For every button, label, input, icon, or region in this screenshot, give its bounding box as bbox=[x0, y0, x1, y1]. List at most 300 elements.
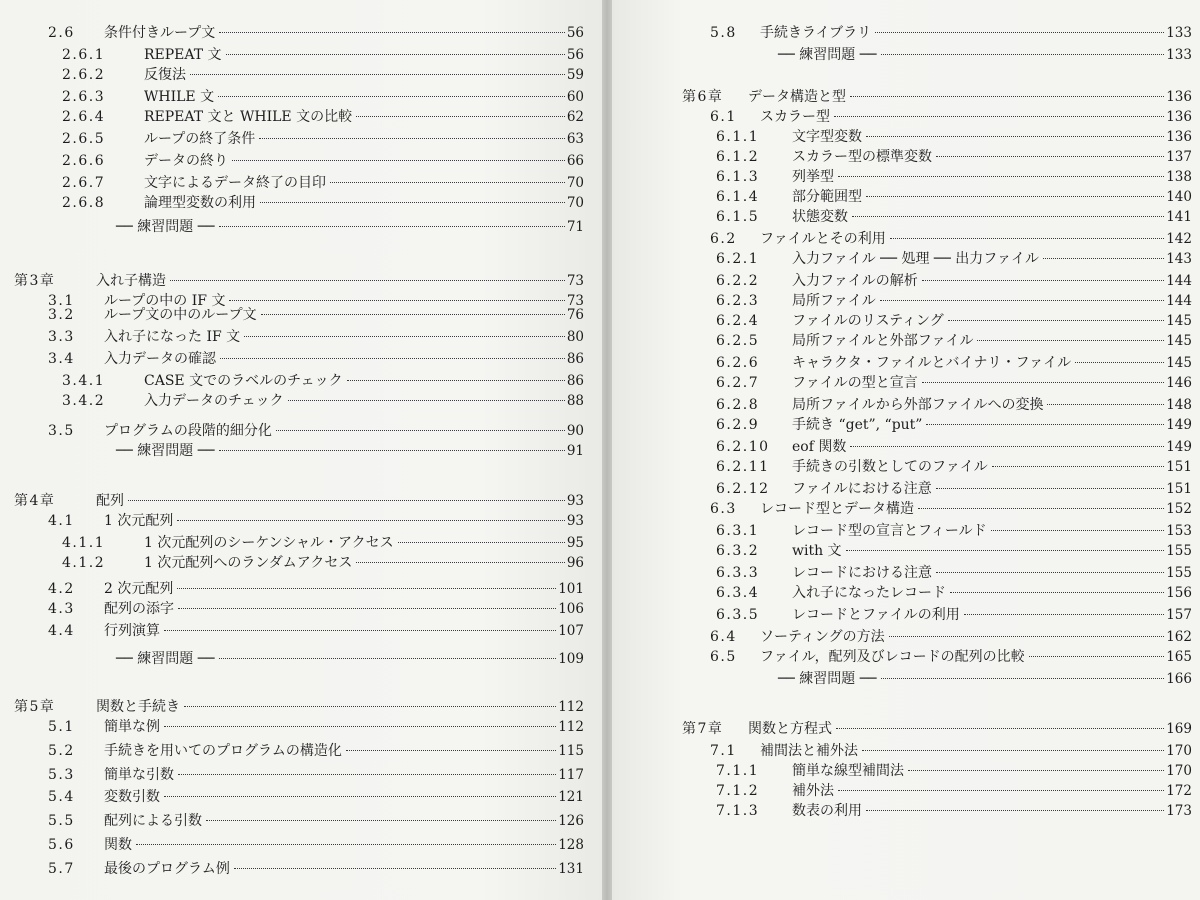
page-number: 170 bbox=[1166, 743, 1192, 759]
page-number: 162 bbox=[1166, 629, 1192, 645]
dot-leader bbox=[890, 238, 1164, 239]
section-title: 文字によるデータ終了の目印 bbox=[144, 175, 326, 191]
dot-leader bbox=[346, 750, 556, 751]
section-title: 手続きライブラリ bbox=[760, 25, 872, 41]
section-number: 6.1 bbox=[710, 109, 737, 125]
section-title: REPEAT 文と WHILE 文の比較 bbox=[144, 109, 353, 125]
toc-entry bbox=[62, 392, 584, 410]
page-number: 152 bbox=[1166, 501, 1192, 517]
page-number: 145 bbox=[1166, 333, 1192, 349]
section-title: 入れ子になったレコード bbox=[792, 585, 946, 601]
section-title: 手続きの引数としてのファイル bbox=[792, 459, 988, 475]
toc-entry bbox=[716, 438, 1192, 456]
section-title: データの終り bbox=[144, 153, 228, 169]
section-number: 6.3 bbox=[710, 501, 737, 517]
section-number: 6.5 bbox=[710, 649, 737, 665]
section-title: 関数と方程式 bbox=[748, 721, 832, 737]
dot-leader bbox=[846, 550, 1165, 551]
toc-entry bbox=[62, 372, 584, 390]
toc-entry bbox=[116, 442, 584, 460]
section-number: 5.7 bbox=[48, 861, 75, 877]
page-number: 144 bbox=[1166, 293, 1192, 309]
page-number: 149 bbox=[1166, 439, 1192, 455]
page-number: 128 bbox=[558, 837, 584, 853]
page-number: 145 bbox=[1166, 355, 1192, 371]
toc-entry bbox=[716, 250, 1192, 268]
page-number: 70 bbox=[566, 175, 584, 191]
toc-entry bbox=[716, 332, 1192, 350]
page-number: 155 bbox=[1166, 565, 1192, 581]
toc-entry bbox=[710, 24, 1192, 42]
section-number: 2.6.4 bbox=[62, 109, 106, 125]
dot-leader bbox=[838, 790, 1164, 791]
page-number: 133 bbox=[1166, 25, 1192, 41]
page-number: 142 bbox=[1166, 231, 1192, 247]
page-number: 86 bbox=[566, 351, 584, 367]
section-title: 状態変数 bbox=[792, 209, 848, 225]
section-number: 6.3.1 bbox=[716, 523, 760, 539]
page-number: 155 bbox=[1166, 543, 1192, 559]
dot-leader bbox=[347, 380, 565, 381]
section-number: 3.3 bbox=[48, 329, 75, 345]
page-number: 66 bbox=[566, 153, 584, 169]
section-number: 第3章 bbox=[14, 273, 56, 289]
dot-leader bbox=[1047, 404, 1164, 405]
dot-leader bbox=[866, 136, 1164, 137]
section-title: 補外法 bbox=[792, 783, 834, 799]
section-title: eof 関数 bbox=[792, 439, 847, 455]
dot-leader bbox=[136, 844, 556, 845]
toc-entry bbox=[62, 46, 584, 64]
page-number: 133 bbox=[1166, 47, 1192, 63]
toc-entry bbox=[716, 168, 1192, 186]
section-number: 第4章 bbox=[14, 493, 56, 509]
toc-entry bbox=[48, 600, 584, 618]
page-number: 173 bbox=[1166, 803, 1192, 819]
section-number: 6.3.5 bbox=[716, 607, 760, 623]
page-number: 172 bbox=[1166, 783, 1192, 799]
section-number: 6.2.10 bbox=[716, 439, 770, 455]
page-number: 107 bbox=[558, 623, 584, 639]
section-number: 2.6.5 bbox=[62, 131, 106, 147]
dot-leader bbox=[852, 216, 1164, 217]
toc-entry bbox=[62, 66, 584, 84]
section-title: 配列による引数 bbox=[104, 813, 202, 829]
dot-leader bbox=[218, 96, 565, 97]
dot-leader bbox=[977, 340, 1164, 341]
dot-leader bbox=[950, 592, 1164, 593]
toc-entry bbox=[710, 648, 1192, 666]
section-title: スカラー型 bbox=[760, 109, 830, 125]
section-title: レコードとファイルの利用 bbox=[792, 607, 960, 623]
section-title: 1 次元配列のシーケンシャル・アクセス bbox=[144, 535, 394, 551]
toc-entry bbox=[62, 174, 584, 192]
toc-entry bbox=[716, 606, 1192, 624]
dot-leader bbox=[219, 32, 565, 33]
page-number: 86 bbox=[566, 373, 584, 389]
page-number: 80 bbox=[566, 329, 584, 345]
page-number: 101 bbox=[558, 581, 584, 597]
section-title: ループの中の IF 文 bbox=[104, 293, 226, 309]
section-title: 局所ファイルから外部ファイルへの変換 bbox=[792, 397, 1044, 413]
section-title: 入力データのチェック bbox=[144, 393, 284, 409]
section-title: 最後のプログラム例 bbox=[104, 861, 230, 877]
section-title: 入力データの確認 bbox=[104, 351, 216, 367]
toc-entry bbox=[682, 88, 1192, 106]
dot-leader bbox=[164, 726, 556, 727]
toc-entry bbox=[48, 580, 584, 598]
page-number: 93 bbox=[566, 493, 584, 509]
toc-entry bbox=[716, 312, 1192, 330]
section-number: 3.2 bbox=[48, 307, 75, 323]
section-number: 2.6.3 bbox=[62, 89, 106, 105]
section-title: 入れ子になった IF 文 bbox=[104, 329, 241, 345]
page-number: 56 bbox=[566, 25, 584, 41]
section-number: 4.1 bbox=[48, 513, 75, 529]
toc-entry bbox=[716, 542, 1192, 560]
section-number: 6.4 bbox=[710, 629, 737, 645]
dot-leader bbox=[862, 750, 1164, 751]
toc-entry bbox=[682, 720, 1192, 738]
page-number: 153 bbox=[1166, 523, 1192, 539]
section-title: 補間法と補外法 bbox=[760, 743, 858, 759]
page-number: 73 bbox=[566, 273, 584, 289]
page-number: 96 bbox=[566, 555, 584, 571]
page-number: 157 bbox=[1166, 607, 1192, 623]
section-number: 2.6 bbox=[48, 25, 75, 41]
section-title: WHILE 文 bbox=[144, 89, 215, 105]
page-number: 117 bbox=[558, 767, 584, 783]
toc-entry bbox=[62, 108, 584, 126]
section-number: 2.6.1 bbox=[62, 47, 106, 63]
dot-leader bbox=[226, 54, 565, 55]
dot-leader bbox=[220, 358, 565, 359]
section-number: 3.4.1 bbox=[62, 373, 106, 389]
page-number: 109 bbox=[558, 651, 584, 667]
section-number: 6.2.3 bbox=[716, 293, 760, 309]
section-number: 6.2.7 bbox=[716, 375, 760, 391]
toc-entry bbox=[710, 500, 1192, 518]
section-title: 1 次元配列へのランダムアクセス bbox=[144, 555, 353, 571]
section-title: 条件付きループ文 bbox=[104, 25, 216, 41]
section-title: ファイルとその利用 bbox=[760, 231, 886, 247]
page-number: 112 bbox=[558, 699, 584, 715]
toc-entry bbox=[716, 292, 1192, 310]
section-title: 関数と手続き bbox=[96, 699, 180, 715]
page-number: 136 bbox=[1166, 129, 1192, 145]
dot-leader bbox=[922, 382, 1164, 383]
section-title: ループの終了条件 bbox=[144, 131, 256, 147]
toc-entry bbox=[716, 564, 1192, 582]
page-number: 106 bbox=[558, 601, 584, 617]
section-number: 6.1.1 bbox=[716, 129, 760, 145]
dot-leader bbox=[880, 300, 1164, 301]
section-title: 手続き “get”, “put” bbox=[792, 417, 923, 433]
section-number: 3.4 bbox=[48, 351, 75, 367]
toc-entry bbox=[716, 188, 1192, 206]
dot-leader bbox=[234, 868, 556, 869]
section-number: 6.2.9 bbox=[716, 417, 760, 433]
toc-entry bbox=[62, 554, 584, 572]
dot-leader bbox=[926, 424, 1164, 425]
section-number: 6.2.2 bbox=[716, 273, 760, 289]
section-title: 配列 bbox=[96, 493, 124, 509]
dot-leader bbox=[936, 488, 1164, 489]
page-number: 91 bbox=[566, 443, 584, 459]
dot-leader bbox=[356, 116, 565, 117]
section-title: 入力ファイル ── 処理 ── 出力ファイル bbox=[792, 251, 1039, 267]
book-gutter bbox=[602, 0, 612, 900]
page-number: 151 bbox=[1166, 481, 1192, 497]
page-number: 149 bbox=[1166, 417, 1192, 433]
section-number: 2.6.7 bbox=[62, 175, 106, 191]
toc-entry bbox=[710, 628, 1192, 646]
exercise-heading: ── 練習問題 ── bbox=[116, 651, 215, 667]
dot-leader bbox=[1029, 656, 1165, 657]
page-number: 141 bbox=[1166, 209, 1192, 225]
page-number: 59 bbox=[566, 67, 584, 83]
section-number: 5.5 bbox=[48, 813, 75, 829]
toc-entry bbox=[716, 272, 1192, 290]
page-number: 95 bbox=[566, 535, 584, 551]
toc-entry bbox=[778, 670, 1192, 688]
section-number: 第7章 bbox=[682, 721, 724, 737]
toc-entry bbox=[14, 272, 584, 290]
page-number: 146 bbox=[1166, 375, 1192, 391]
section-number: 7.1.2 bbox=[716, 783, 760, 799]
toc-entry bbox=[48, 860, 584, 878]
toc-entry bbox=[48, 306, 584, 324]
page-number: 115 bbox=[558, 743, 584, 759]
section-title: 手続きを用いてのプログラムの構造化 bbox=[104, 743, 342, 759]
section-number: 6.2.8 bbox=[716, 397, 760, 413]
toc-entry bbox=[716, 522, 1192, 540]
section-title: 列挙型 bbox=[792, 169, 834, 185]
page-number: 137 bbox=[1166, 149, 1192, 165]
section-title: 2 次元配列 bbox=[104, 581, 174, 597]
toc-entry bbox=[48, 836, 584, 854]
dot-leader bbox=[261, 314, 565, 315]
section-number: 3.4.2 bbox=[62, 393, 106, 409]
page-number: 93 bbox=[566, 513, 584, 529]
dot-leader bbox=[834, 116, 1164, 117]
dot-leader bbox=[164, 796, 556, 797]
section-number: 7.1.1 bbox=[716, 763, 760, 779]
dot-leader bbox=[1075, 362, 1164, 363]
section-title: 配列の添字 bbox=[104, 601, 174, 617]
section-title: 部分範囲型 bbox=[792, 189, 862, 205]
section-title: REPEAT 文 bbox=[144, 47, 222, 63]
page-number: 136 bbox=[1166, 89, 1192, 105]
toc-entry bbox=[710, 108, 1192, 126]
dot-leader bbox=[219, 226, 565, 227]
section-title: 局所ファイルと外部ファイル bbox=[792, 333, 974, 349]
toc-entry bbox=[716, 458, 1192, 476]
page-number: 170 bbox=[1166, 763, 1192, 779]
toc-entry bbox=[48, 350, 584, 368]
toc-entry bbox=[48, 812, 584, 830]
page-number: 140 bbox=[1166, 189, 1192, 205]
section-title: 数表の利用 bbox=[792, 803, 862, 819]
page-number: 145 bbox=[1166, 313, 1192, 329]
page-number: 169 bbox=[1166, 721, 1192, 737]
exercise-heading: ── 練習問題 ── bbox=[778, 671, 877, 687]
page-number: 56 bbox=[566, 47, 584, 63]
section-number: 6.1.5 bbox=[716, 209, 760, 225]
section-title: レコードにおける注意 bbox=[792, 565, 932, 581]
toc-entry bbox=[48, 422, 584, 440]
section-title: 入れ子構造 bbox=[96, 273, 166, 289]
section-number: 6.3.2 bbox=[716, 543, 760, 559]
page-number: 71 bbox=[566, 219, 584, 235]
section-title: 1 次元配列 bbox=[104, 513, 174, 529]
dot-leader bbox=[184, 706, 556, 707]
exercise-heading: ── 練習問題 ── bbox=[116, 443, 215, 459]
section-number: 5.6 bbox=[48, 837, 75, 853]
toc-entry bbox=[62, 534, 584, 552]
page-number: 165 bbox=[1166, 649, 1192, 665]
section-number: 第6章 bbox=[682, 89, 724, 105]
dot-leader bbox=[398, 542, 565, 543]
dot-leader bbox=[244, 336, 565, 337]
page-number: 136 bbox=[1166, 109, 1192, 125]
toc-entry bbox=[716, 374, 1192, 392]
dot-leader bbox=[128, 500, 565, 501]
dot-leader bbox=[178, 608, 556, 609]
dot-leader bbox=[190, 74, 565, 75]
section-title: 簡単な線型補間法 bbox=[792, 763, 904, 779]
toc-entry bbox=[716, 148, 1192, 166]
section-number: 5.4 bbox=[48, 789, 75, 805]
section-number: 3.5 bbox=[48, 423, 75, 439]
section-number: 5.8 bbox=[710, 25, 737, 41]
section-title: 変数引数 bbox=[104, 789, 160, 805]
section-number: 4.3 bbox=[48, 601, 75, 617]
page-number: 88 bbox=[566, 393, 584, 409]
dot-leader bbox=[206, 820, 556, 821]
dot-leader bbox=[866, 196, 1164, 197]
section-title: ファイルのリスティング bbox=[792, 313, 944, 329]
section-number: 6.2.11 bbox=[716, 459, 770, 475]
toc-entry bbox=[116, 650, 584, 668]
section-title: レコード型の宣言とフィールド bbox=[792, 523, 987, 539]
page-number: 131 bbox=[558, 861, 584, 877]
page-number: 144 bbox=[1166, 273, 1192, 289]
toc-entry bbox=[62, 194, 584, 212]
dot-leader bbox=[992, 466, 1164, 467]
toc-entry bbox=[778, 46, 1192, 64]
dot-leader bbox=[875, 32, 1164, 33]
toc-entry bbox=[716, 128, 1192, 146]
toc-entry bbox=[716, 762, 1192, 780]
section-number: 4.4 bbox=[48, 623, 75, 639]
toc-entry bbox=[14, 698, 584, 716]
dot-leader bbox=[178, 774, 556, 775]
section-number: 2.6.8 bbox=[62, 195, 106, 211]
toc-entry bbox=[716, 208, 1192, 226]
toc-entry bbox=[48, 24, 584, 42]
section-number: 6.2 bbox=[710, 231, 737, 247]
right-page bbox=[612, 0, 1200, 900]
section-number: 5.1 bbox=[48, 719, 75, 735]
section-number: 4.1.2 bbox=[62, 555, 106, 571]
toc-entry bbox=[710, 230, 1192, 248]
dot-leader bbox=[219, 450, 565, 451]
page-number: 148 bbox=[1166, 397, 1192, 413]
dot-leader bbox=[1043, 258, 1164, 259]
section-number: 第5章 bbox=[14, 699, 56, 715]
section-title: キャラクタ・ファイルとバイナリ・ファイル bbox=[792, 355, 1072, 371]
section-title: スカラー型の標準変数 bbox=[792, 149, 932, 165]
section-number: 6.3.4 bbox=[716, 585, 760, 601]
dot-leader bbox=[229, 300, 564, 301]
dot-leader bbox=[936, 156, 1164, 157]
page-number: 126 bbox=[558, 813, 584, 829]
section-number: 6.1.3 bbox=[716, 169, 760, 185]
toc-entry bbox=[716, 416, 1192, 434]
toc-entry bbox=[716, 782, 1192, 800]
dot-leader bbox=[918, 508, 1164, 509]
section-title: 論理型変数の利用 bbox=[144, 195, 256, 211]
toc-entry bbox=[710, 742, 1192, 760]
dot-leader bbox=[922, 280, 1164, 281]
exercise-heading: ── 練習問題 ── bbox=[778, 47, 877, 63]
page-number: 60 bbox=[566, 89, 584, 105]
page-number: 62 bbox=[566, 109, 584, 125]
toc-entry bbox=[48, 718, 584, 736]
section-number: 5.3 bbox=[48, 767, 75, 783]
toc-entry bbox=[716, 354, 1192, 372]
toc-entry bbox=[716, 480, 1192, 498]
dot-leader bbox=[908, 770, 1164, 771]
dot-leader bbox=[850, 446, 1164, 447]
dot-leader bbox=[991, 530, 1165, 531]
page-number: 70 bbox=[566, 195, 584, 211]
section-title: ソーティングの方法 bbox=[760, 629, 885, 645]
dot-leader bbox=[330, 182, 565, 183]
dot-leader bbox=[260, 202, 565, 203]
section-title: 文字型変数 bbox=[792, 129, 862, 145]
dot-leader bbox=[177, 520, 564, 521]
section-number: 6.2.1 bbox=[716, 251, 760, 267]
section-title: プログラムの段階的細分化 bbox=[104, 423, 272, 439]
toc-entry bbox=[48, 328, 584, 346]
section-number: 6.2.6 bbox=[716, 355, 760, 371]
section-title: 局所ファイル bbox=[792, 293, 876, 309]
toc-entry bbox=[716, 802, 1192, 820]
page-number: 76 bbox=[566, 307, 584, 323]
toc-entry bbox=[48, 766, 584, 784]
dot-leader bbox=[288, 400, 565, 401]
dot-leader bbox=[232, 160, 565, 161]
section-title: ファイルにおける注意 bbox=[792, 481, 932, 497]
section-title: CASE 文でのラベルのチェック bbox=[144, 373, 343, 389]
dot-leader bbox=[276, 430, 565, 431]
toc-entry bbox=[62, 152, 584, 170]
dot-leader bbox=[936, 572, 1164, 573]
section-number: 6.3.3 bbox=[716, 565, 760, 581]
page-number: 63 bbox=[566, 131, 584, 147]
section-title: データ構造と型 bbox=[748, 89, 846, 105]
section-number: 6.1.2 bbox=[716, 149, 760, 165]
dot-leader bbox=[889, 636, 1165, 637]
dot-leader bbox=[881, 678, 1165, 679]
page-number: 112 bbox=[558, 719, 584, 735]
toc-entry bbox=[48, 742, 584, 760]
toc-entry bbox=[716, 584, 1192, 602]
section-number: 6.2.12 bbox=[716, 481, 770, 497]
toc-entry bbox=[48, 512, 584, 530]
